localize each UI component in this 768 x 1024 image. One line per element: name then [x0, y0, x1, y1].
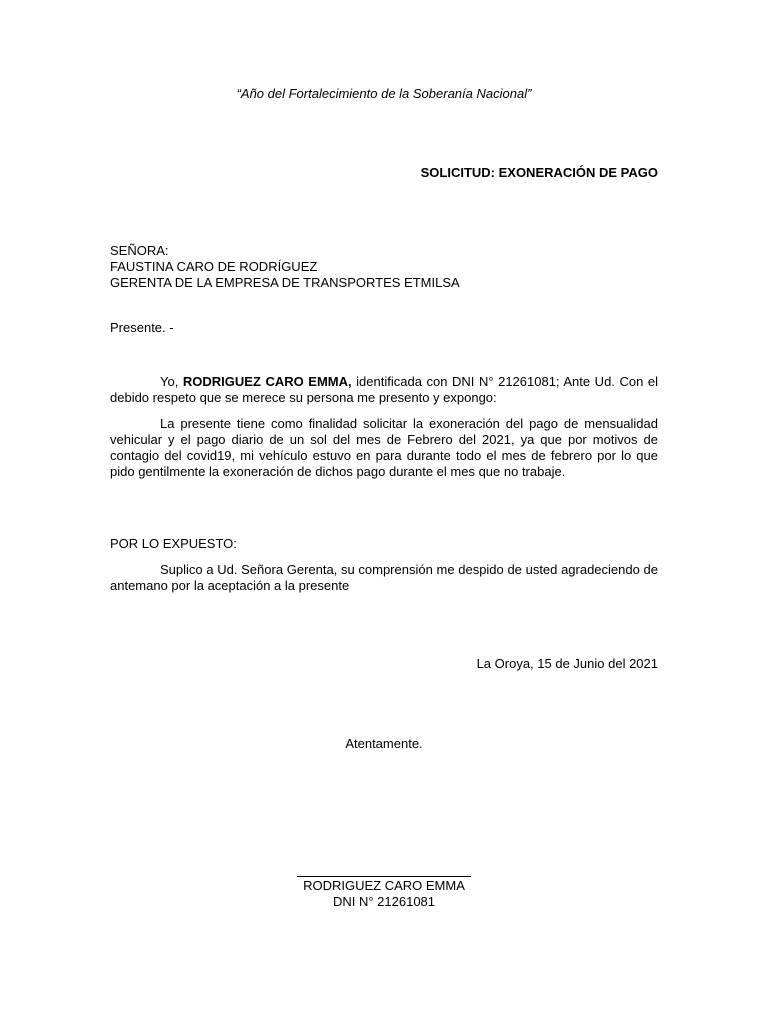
addressee-position: GERENTA DE LA EMPRESA DE TRANSPORTES ETMILSA: [110, 275, 460, 290]
paragraph-closing: Suplico a Ud. Señora Gerenta, su comprensión me despido de usted agradeciendo de antemano por la aceptación a la presente: [110, 562, 658, 593]
paragraph-introduction: [110, 374, 658, 406]
document-subject: SOLICITUD: EXONERACIÓN DE PAGO: [420, 165, 658, 180]
addressee-title: SEÑORA:: [110, 243, 169, 258]
signature-line: [297, 876, 471, 877]
paragraph-request: La presente tiene como finalidad solicitar la exoneración del pago de mensualidad vehicular y el pago diario de un sol del mes de Febrero del 2021, ya que por motivos de contagio del covid19, mi vehículo estuvo en para durante todo el mes de febrero por lo que pido gentilmente la exoneración de dichos pago durante el mes que no trabaje.: [110, 416, 658, 479]
signature-dni: DNI N° 21261081: [332, 894, 436, 909]
por-lo-expuesto-heading: POR LO EXPUESTO:: [110, 536, 237, 551]
place-date: La Oroya, 15 de Junio del 2021: [476, 656, 658, 671]
signature-name: RODRIGUEZ CARO EMMA: [303, 878, 465, 893]
closing-salutation: Atentamente.: [345, 736, 423, 751]
intro-prefix: Yo,: [160, 374, 183, 389]
applicant-name: RODRIGUEZ CARO EMMA,: [182, 374, 352, 389]
greeting: Presente. -: [110, 320, 174, 335]
document-motto: “Año del Fortalecimiento de la Soberanía Nacional”: [236, 86, 532, 101]
addressee-block: [110, 243, 460, 291]
signature-block: [0, 878, 768, 910]
intro-rest: identificada con DNI N° 21261081; Ante Ud. Con el debido respeto que se merece su persona me presento y expongo:: [110, 374, 658, 405]
addressee-name: FAUSTINA CARO DE RODRÍGUEZ: [110, 259, 318, 274]
